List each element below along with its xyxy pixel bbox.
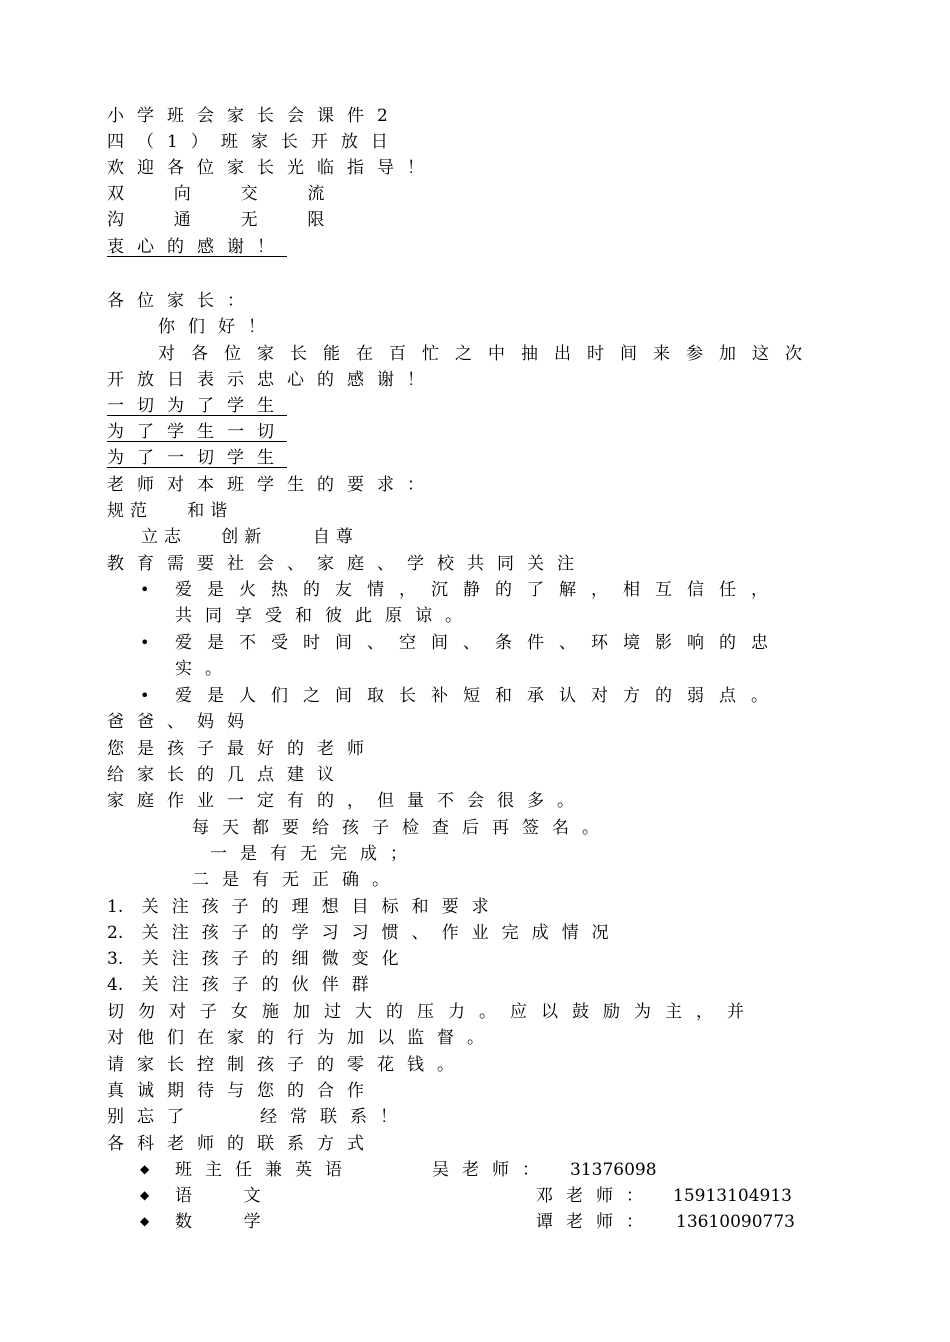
paragraph-line-1: 对各位家长能在百忙之中抽出时间来参加这次 (158, 344, 818, 364)
focus-item-number: 3. (107, 949, 124, 969)
love-item-3-line-1: 爱是人们之间取长补短和承认对方的弱点。 (175, 686, 783, 706)
requirements-title: 老师对本班学生的要求： (107, 475, 437, 495)
motto-line-2: 为了学生一切 (107, 422, 287, 442)
contact-subject: 班主任兼英语 (175, 1160, 355, 1180)
focus-item-4 (107, 975, 382, 995)
salutation: 各位家长： (107, 291, 257, 311)
focus-item-number: 4. (107, 975, 124, 995)
focus-item-text: 关注孩子的理想目标和要求 (141, 897, 502, 917)
contact-teacher: 谭老师： (536, 1212, 656, 1232)
paragraph-line-2: 开放日表示忠心的感谢！ (107, 370, 437, 390)
motto-line-1: 一切为了学生 (107, 396, 287, 416)
pressure-line-1: 切勿对子女施加过大的压力。应以鼓励为主，并 (107, 1002, 758, 1022)
greeting: 你们好！ (158, 317, 278, 337)
thanks-line: 衷心的感谢！ (107, 237, 287, 257)
class-line: 四（1）班家长开放日 (107, 132, 401, 152)
parents-line-2: 您是孩子最好的老师 (107, 739, 377, 759)
welcome-line: 欢迎各位家长光临指导！ (107, 158, 437, 178)
check-line-1: 一是有无完成； (210, 844, 420, 864)
contact-teacher: 吴老师： (432, 1160, 552, 1180)
contact-subject: 数 学 (175, 1212, 267, 1232)
bullet-dot-icon: • (140, 686, 150, 705)
focus-item-2 (107, 923, 622, 943)
bullet-dot-icon: • (140, 633, 150, 652)
slogan-line-1: 双 向 交 流 (107, 184, 338, 204)
contact-phone[interactable]: 31376098 (570, 1160, 657, 1180)
requirements-line-2: 立志 创新 自尊 (141, 527, 359, 547)
contacts-title: 各科老师的联系方式 (107, 1134, 377, 1154)
focus-item-text: 关注孩子的学习习惯、作业完成情况 (141, 923, 622, 943)
love-item-2-line-1: 爱是不受时间、空间、条件、环境影响的忠 (175, 633, 783, 653)
focus-item-1 (107, 897, 502, 917)
focus-item-number: 2. (107, 923, 124, 943)
focus-item-text: 关注孩子的伙伴群 (141, 975, 382, 995)
requirements-line-1: 规范 和谐 (107, 501, 234, 521)
homework-line: 家庭作业一定有的，但量不会很多。 (107, 791, 587, 811)
sign-line: 每天都要给孩子检查后再签名。 (192, 818, 612, 838)
diamond-bullet-icon: ◆ (140, 1162, 150, 1176)
love-item-1-line-2: 共同享受和彼此原谅。 (175, 606, 475, 626)
contact-subject: 语 文 (175, 1186, 267, 1206)
love-item-2-line-2: 实。 (175, 659, 235, 679)
diamond-bullet-icon: ◆ (140, 1214, 150, 1228)
contact-often-text: 经常联系！ (260, 1107, 410, 1127)
document-title: 小学班会家长会课件2 (107, 106, 401, 126)
love-item-1-line-1: 爱是火热的友情，沉静的了解，相互信任， (175, 580, 783, 600)
bullet-dot-icon: • (140, 580, 150, 599)
cooperation-line: 真诚期待与您的合作 (107, 1081, 377, 1101)
parents-line-1: 爸爸、妈妈 (107, 712, 257, 732)
slogan-line-2: 沟 通 无 限 (107, 210, 338, 230)
contact-often-label: 别忘了 (107, 1107, 197, 1127)
diamond-bullet-icon: ◆ (140, 1188, 150, 1202)
check-line-2: 二是有无正确。 (192, 870, 402, 890)
contact-phone[interactable]: 13610090773 (676, 1212, 795, 1232)
pocket-money-line: 请家长控制孩子的零花钱。 (107, 1055, 467, 1075)
education-line: 教育需要社会、家庭、学校共同关注 (107, 554, 587, 574)
focus-item-text: 关注孩子的细微变化 (141, 949, 412, 969)
advice-title: 给家长的几点建议 (107, 765, 347, 785)
focus-item-3 (107, 949, 412, 969)
focus-item-number: 1. (107, 897, 124, 917)
contact-phone[interactable]: 15913104913 (673, 1186, 792, 1206)
contact-teacher: 邓老师： (536, 1186, 656, 1206)
motto-line-3: 为了一切学生 (107, 448, 287, 468)
pressure-line-2: 对他们在家的行为加以监督。 (107, 1028, 497, 1048)
